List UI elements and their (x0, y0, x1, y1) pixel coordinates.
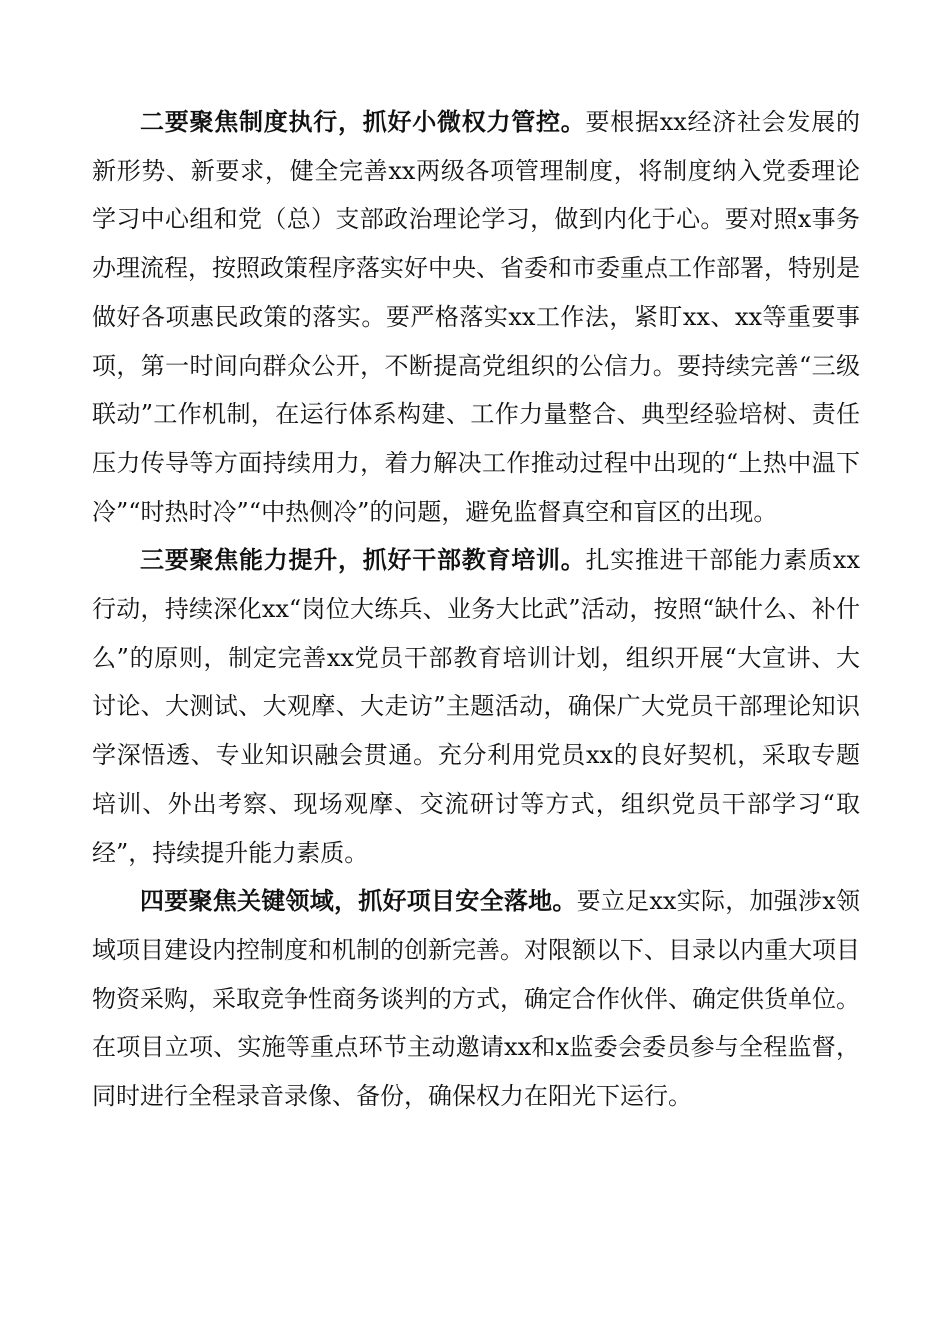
paragraph-body: 要立足xx实际，加强涉x领域项目建设内控制度和机制的创新完善。对限额以下、目录以内重大项目物资采购，采取竞争性商务谈判的方式，确定合作伙伴、确定供货单位。在项目立项、实施等重点环节主动邀请xx和x监委会委员参与全程监督，同时进行全程录音录像、备份，确保权力在阳光下运行。 (92, 887, 861, 1111)
paragraph-body: 要根据xx经济社会发展的新形势、新要求，健全完善xx两级各项管理制度，将制度纳入党委理论学习中心组和党（总）支部政治理论学习，做到内化于心。要对照x事务办理流程，按照政策程序落实好中央、省委和市委重点工作部署，特别是做好各项惠民政策的落实。要严格落实xx工作法，紧盯xx、xx等重要事项，第一时间向群众公开，不断提高党组织的公信力。要持续完善“三级联动”工作机制，在运行体系构建、工作力量整合、典型经验培树、责任压力传导等方面持续用力，着力解决工作推动过程中出现的“上热中温下冷”“时热时冷”“中热侧冷”的问题，避免监督真空和盲区的出现。 (92, 108, 860, 526)
document-page (92, 98, 860, 1121)
paragraph-body: 扎实推进干部能力素质xx行动，持续深化xx“岗位大练兵、业务大比武”活动，按照“缺什么、补什么”的原则，制定完善xx党员干部教育培训计划，组织开展“大宣讲、大讨论、大测试、大观摩、大走访”主题活动，确保广大党员干部理论知识学深悟透、专业知识融会贯通。充分利用党员xx的良好契机，采取专题培训、外出考察、现场观摩、交流研讨等方式，组织党员干部学习“取经”，持续提升能力素质。 (92, 546, 860, 867)
paragraph-heading: 三要聚焦能力提升，抓好干部教育培训。 (140, 545, 586, 575)
paragraph-key-areas (92, 877, 860, 1121)
paragraph-capability-improvement (92, 536, 860, 877)
paragraph-system-execution (92, 98, 860, 536)
paragraph-heading: 二要聚焦制度执行，抓好小微权力管控。 (140, 107, 586, 136)
paragraph-heading: 四要聚焦关键领域，抓好项目安全落地。 (140, 886, 577, 916)
